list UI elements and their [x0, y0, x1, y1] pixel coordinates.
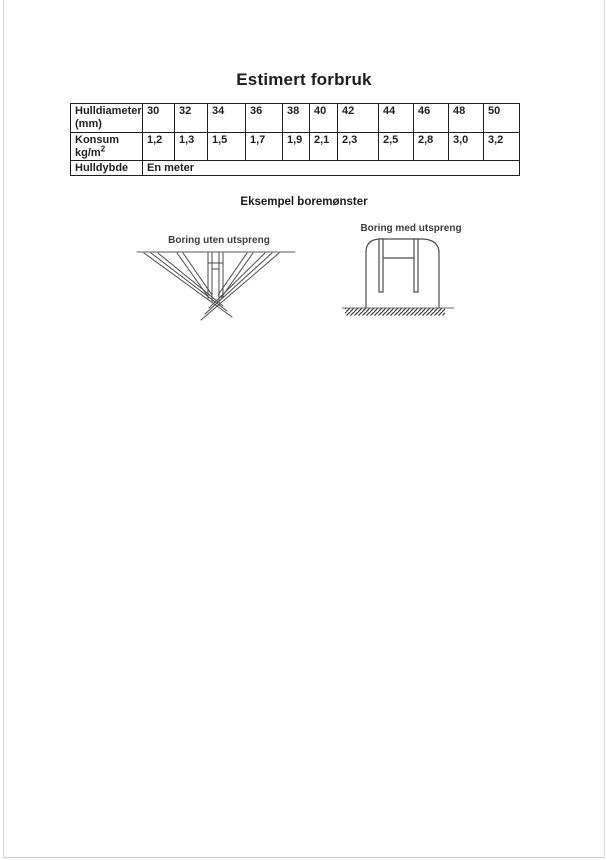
drill-holes	[379, 239, 418, 292]
konsum-value-cell: 1,7	[246, 133, 283, 161]
diameter-value-cell: 32	[175, 104, 208, 133]
diameter-value-cell: 36	[246, 104, 283, 133]
ground	[342, 308, 454, 316]
diameter-value-cell: 40	[310, 104, 338, 133]
label-line1: Konsum	[75, 134, 119, 146]
konsum-value-cell: 1,3	[175, 133, 208, 161]
diameter-value-cell: 42	[338, 104, 379, 133]
diameter-value-cell: 48	[449, 104, 484, 133]
konsum-value-cell: 1,9	[283, 133, 310, 161]
row-label-hulldybde: Hulldybde	[71, 161, 143, 176]
konsum-value-cell: 2,3	[338, 133, 379, 161]
konsum-value-cell: 2,5	[379, 133, 414, 161]
boring-uten-utspreng-diagram	[135, 248, 307, 330]
konsum-value-cell: 2,8	[414, 133, 449, 161]
table-row-hulldiameter	[71, 104, 520, 133]
diagram-label-boring-uten-utspreng: Boring uten utspreng	[168, 235, 270, 246]
section-title: Eksempel boremønster	[240, 196, 368, 208]
label-unit-sup: 2	[100, 144, 106, 154]
konsum-value-cell: 3,0	[449, 133, 484, 161]
diameter-value-cell: 46	[414, 104, 449, 133]
label-line1: Hulldiameter	[75, 105, 142, 117]
table-row-konsum	[71, 133, 520, 161]
page-title: Estimert forbruk	[236, 70, 372, 89]
konsum-value-cell: 1,5	[208, 133, 246, 161]
blast-outline	[366, 239, 439, 308]
row-label-hulldiameter	[71, 104, 143, 133]
diagram-label-boring-med-utspreng: Boring med utspreng	[360, 223, 462, 234]
center-vertical-holes	[208, 253, 223, 302]
document-page	[3, 0, 605, 858]
boring-med-utspreng-diagram	[342, 236, 484, 320]
diameter-value-cell: 50	[484, 104, 520, 133]
konsum-value-cell: 2,1	[310, 133, 338, 161]
hulldybde-value-cell: En meter	[143, 161, 520, 176]
label-line2: (mm)	[75, 118, 102, 130]
diameter-value-cell: 30	[143, 104, 175, 133]
diameter-value-cell: 34	[208, 104, 246, 133]
diameter-value-cell: 38	[283, 104, 310, 133]
row-label-konsum	[71, 133, 143, 161]
konsum-value-cell: 1,2	[143, 133, 175, 161]
konsum-value-cell: 3,2	[484, 133, 520, 161]
table-row-hulldybde	[71, 161, 520, 176]
label-unit: kg/m	[75, 147, 101, 159]
diameter-value-cell: 44	[379, 104, 414, 133]
consumption-table	[70, 103, 520, 176]
